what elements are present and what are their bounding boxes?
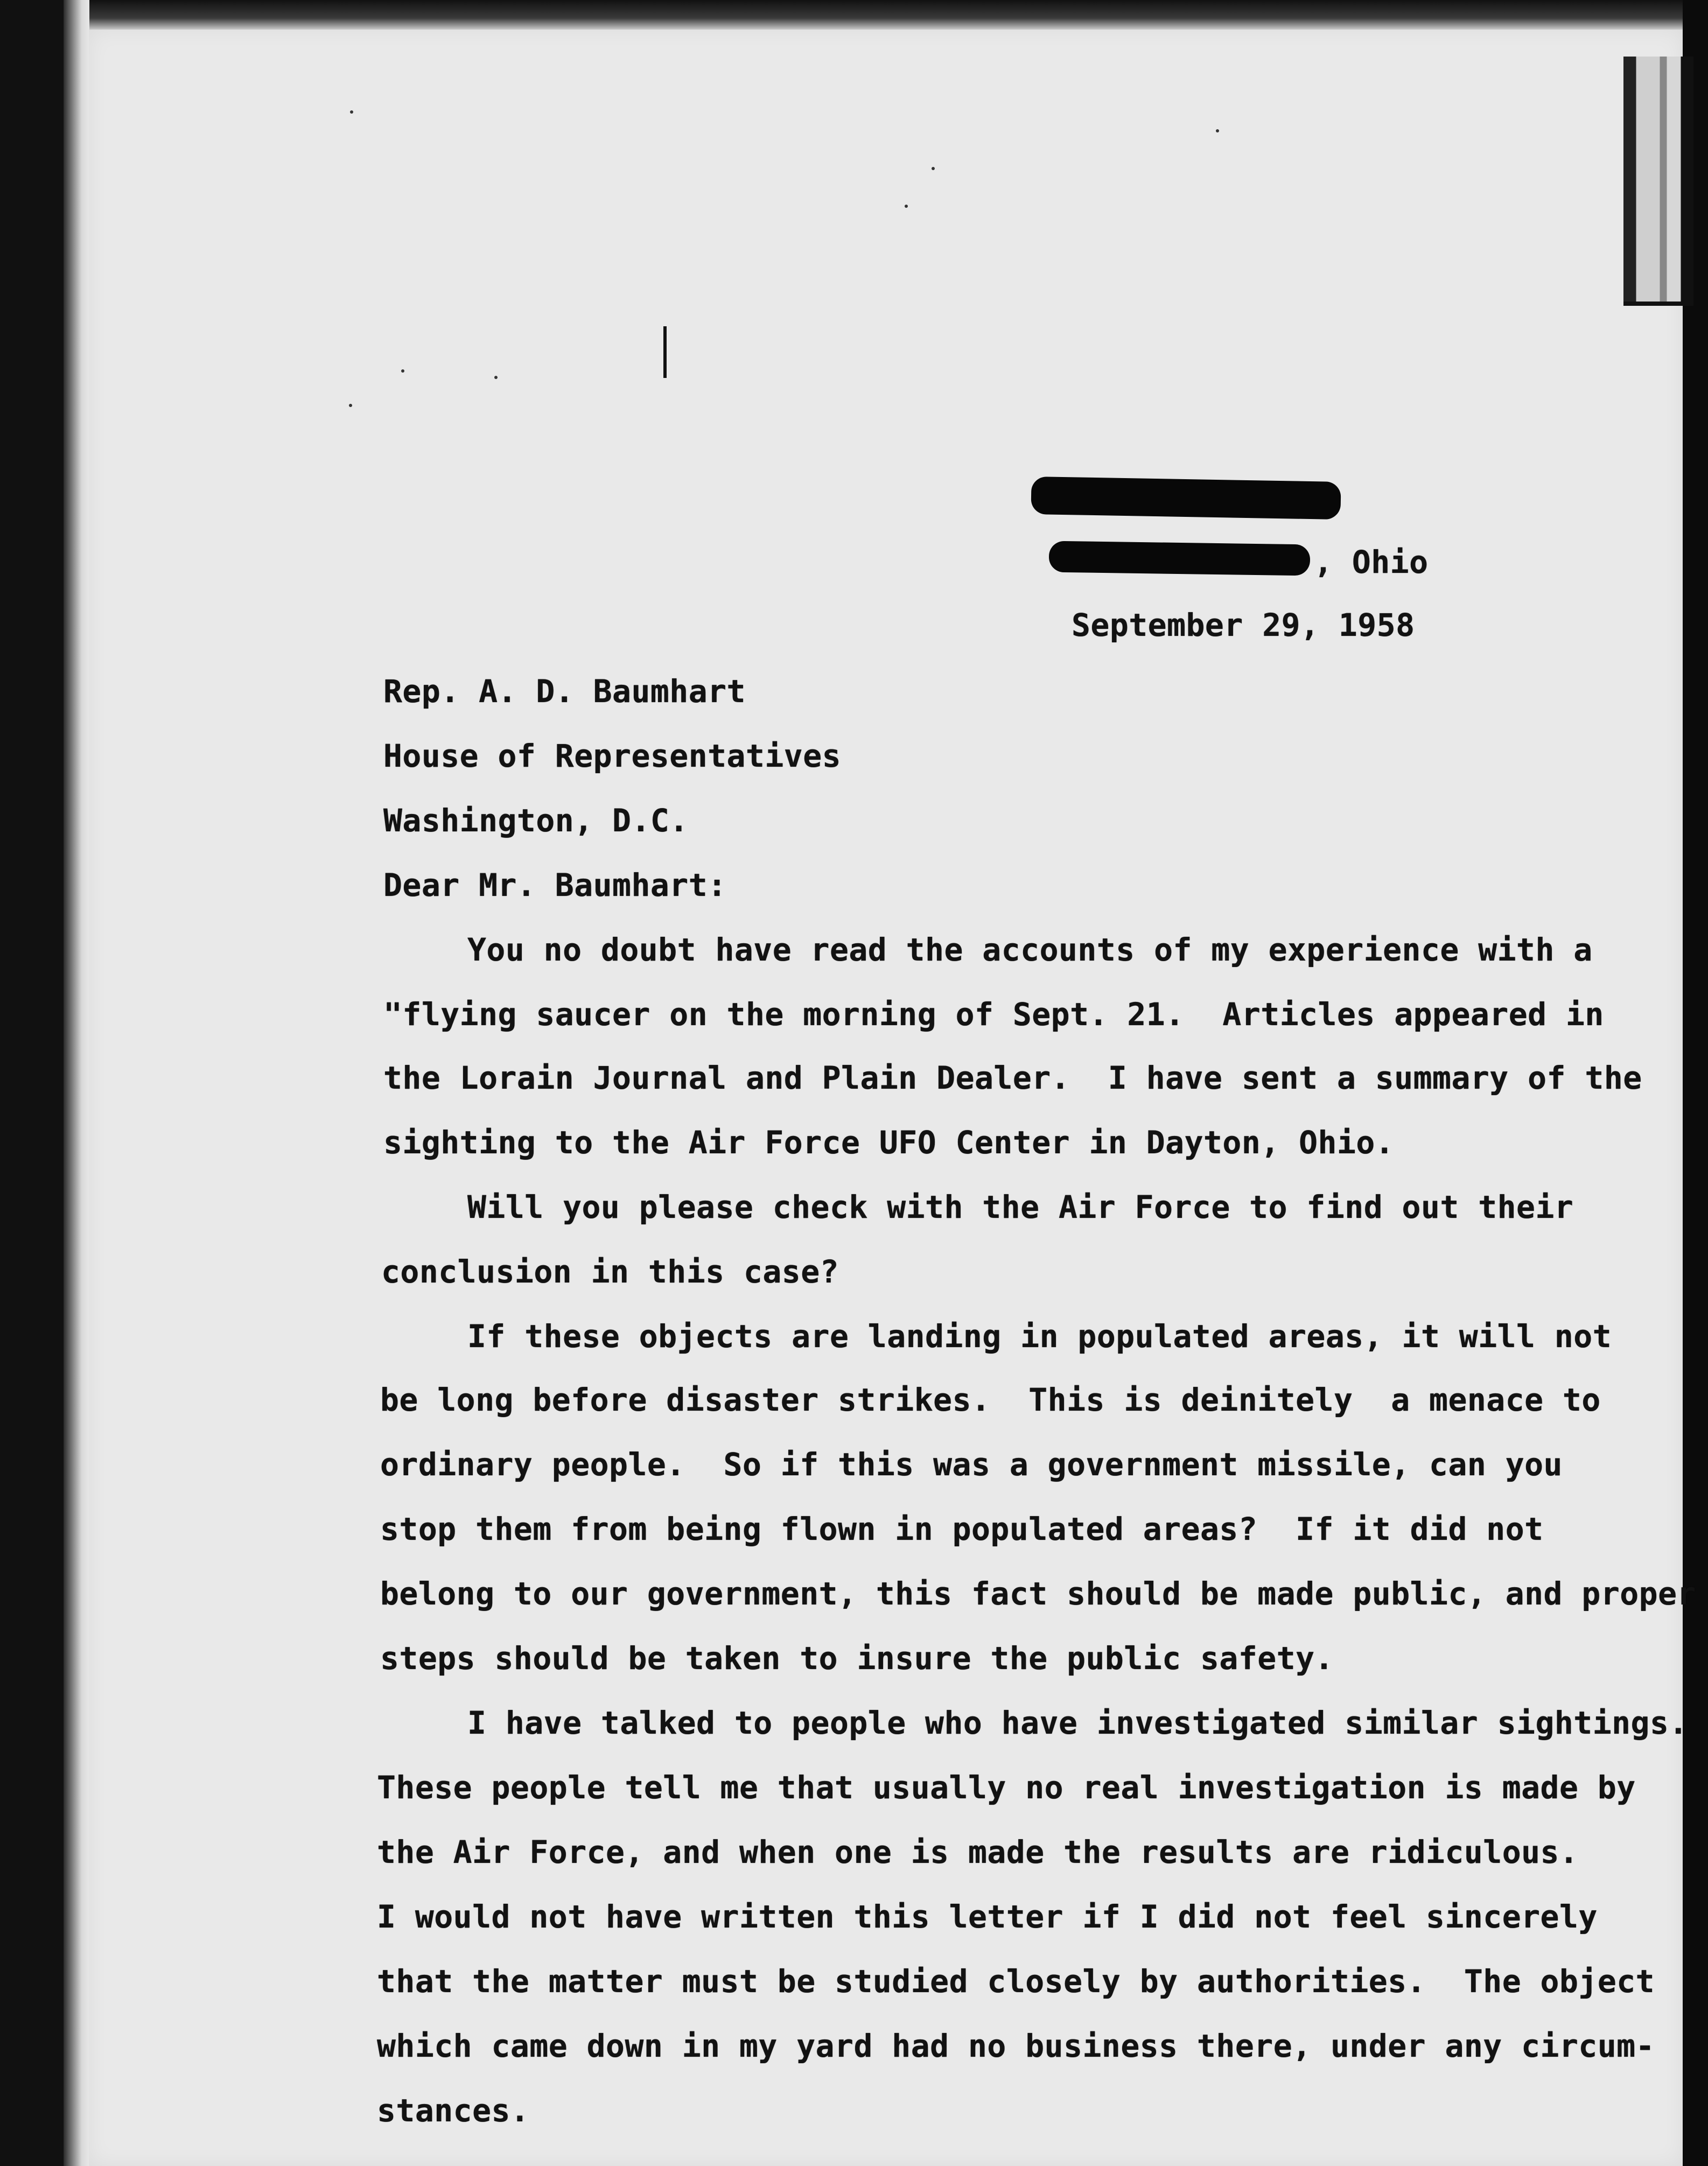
scan-speck: [401, 369, 404, 373]
redacted-address-line-2: [1049, 541, 1311, 576]
scan-speck: [905, 205, 908, 208]
body-line: be long before disaster strikes. This is deinitely a menace to: [380, 1382, 1601, 1418]
recipient-city: Washington, D.C.: [383, 802, 689, 839]
recipient-name: Rep. A. D. Baumhart: [383, 673, 746, 710]
body-line: You no doubt have read the accounts of my experience with a: [467, 931, 1593, 968]
scan-speck: [350, 110, 353, 114]
scan-speck: [494, 376, 498, 379]
body-line: steps should be taken to insure the public safety.: [380, 1640, 1334, 1677]
body-line: the Air Force, and when one is made the results are ridiculous.: [377, 1834, 1579, 1870]
address-state: , Ohio: [1314, 544, 1429, 580]
recipient-institution: House of Representatives: [383, 738, 842, 774]
body-line: Will you please check with the Air Force to find out their: [467, 1189, 1574, 1225]
scan-mark: [663, 326, 667, 378]
body-line: stop them from being flown in populated areas? If it did not: [380, 1511, 1544, 1547]
redacted-address-line-1: [1031, 476, 1341, 520]
body-line: belong to our government, this fact should be made public, and proper: [380, 1575, 1696, 1612]
body-line: the Lorain Journal and Plain Dealer. I have sent a summary of the: [383, 1060, 1642, 1096]
scan-left-edge: [64, 0, 89, 2166]
body-line: I would not have written this letter if I did not feel sincerely: [377, 1898, 1598, 1935]
scan-speck: [1216, 129, 1219, 132]
body-line: that the matter must be studied closely by authorities. The object: [377, 1963, 1655, 2000]
body-line: If these objects are landing in populated areas, it will not: [467, 1318, 1612, 1355]
body-line: These people tell me that usually no real investigation is made by: [377, 1769, 1636, 1806]
scan-speck: [349, 404, 352, 407]
scan-speck: [932, 167, 935, 170]
salutation: Dear Mr. Baumhart:: [383, 867, 727, 903]
body-line: sighting to the Air Force UFO Center in Dayton, Ohio.: [383, 1124, 1395, 1161]
body-line: conclusion in this case?: [381, 1253, 839, 1290]
body-line: ordinary people. So if this was a government missile, can you: [380, 1446, 1563, 1483]
letter-date: September 29, 1958: [1072, 607, 1415, 643]
binder-clip: [1623, 57, 1693, 306]
body-line: which came down in my yard had no business there, under any circum-: [377, 2028, 1655, 2064]
scan-right-edge: [1683, 0, 1708, 2166]
scan-top-edge: [64, 0, 1683, 30]
body-line: stances.: [377, 2092, 530, 2129]
body-line: "flying saucer on the morning of Sept. 21. Articles appeared in: [383, 996, 1604, 1033]
body-line: I have talked to people who have investigated similar sightings.: [467, 1705, 1688, 1741]
